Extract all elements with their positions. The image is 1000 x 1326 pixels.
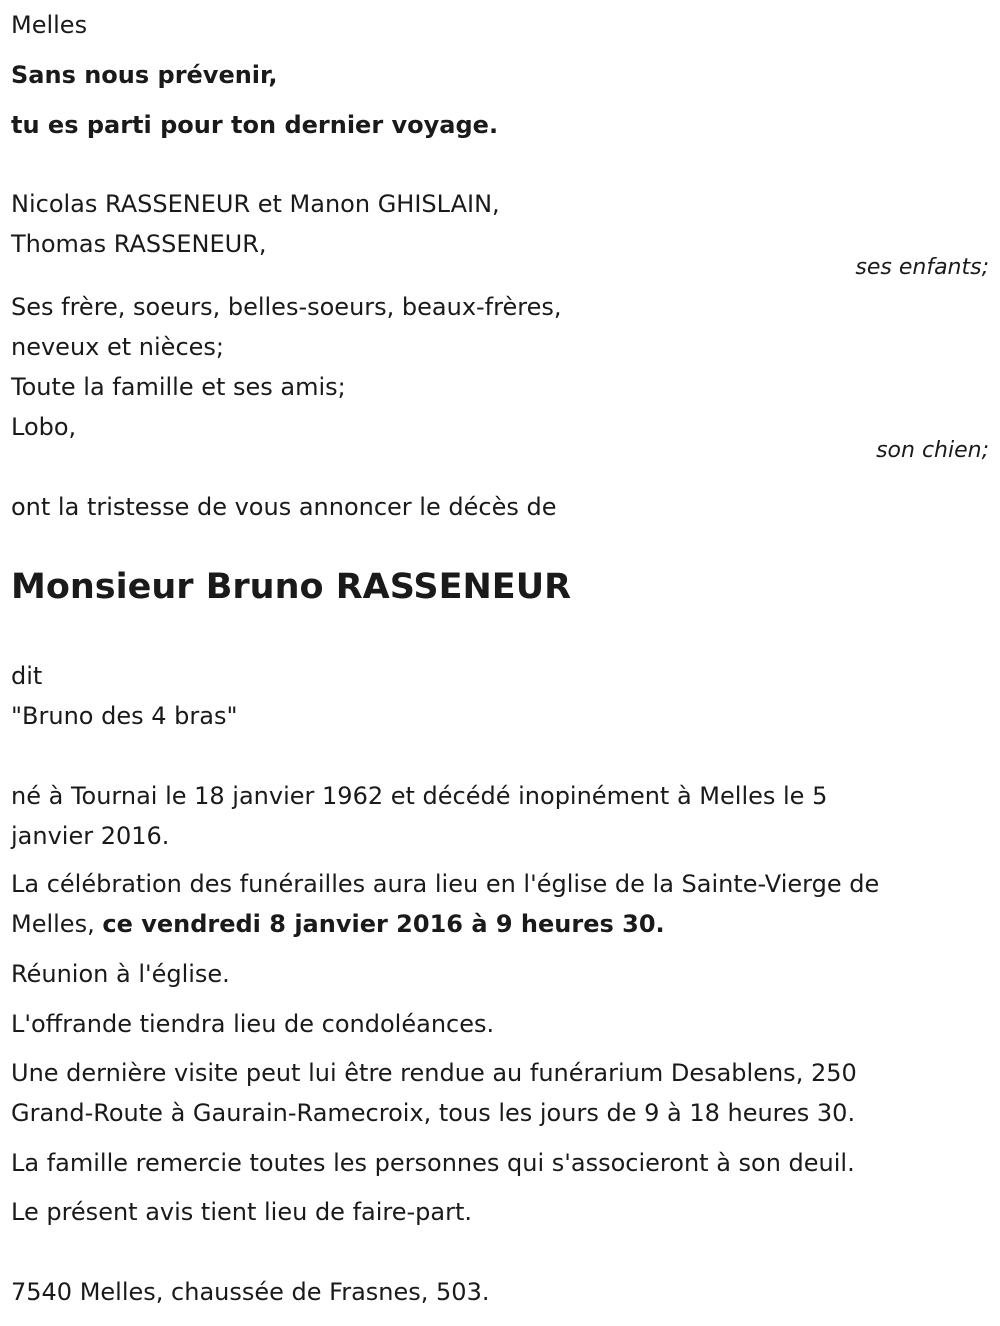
funeral-place: Melles, (11, 910, 103, 938)
deceased-name: Monsieur Bruno RASSENEUR (11, 567, 572, 607)
family-line-2: neveux et nièces; (11, 333, 224, 361)
funeral-datetime: ce vendredi 8 janvier 2016 à 9 heures 30. (102, 910, 665, 938)
family-line-3: Toute la famille et ses amis; (11, 373, 346, 401)
address-text: 7540 Melles, chaussée de Frasnes, 503. (11, 1278, 490, 1306)
children-line-1: Nicolas RASSENEUR et Manon GHISLAIN, (11, 190, 500, 218)
funeral-line-1: La célébration des funérailles aura lieu en l'église de la Sainte-Vierge de (11, 870, 880, 898)
announcement-text: ont la tristesse de vous annoncer le décès de (11, 493, 557, 521)
family-line-1: Ses frère, soeurs, belles-soeurs, beaux-frères, (11, 293, 562, 321)
offering-text: L'offrande tiendra lieu de condoléances. (11, 1010, 495, 1038)
funeral-line-2 (11, 909, 665, 939)
thanks-text: La famille remercie toutes les personnes qui s'associeront à son deuil. (11, 1149, 855, 1177)
children-role: ses enfants; (855, 255, 989, 280)
visit-line-1: Une dernière visite peut lui être rendue au funérarium Desablens, 250 (11, 1059, 857, 1087)
children-line-2: Thomas RASSENEUR, (11, 230, 267, 258)
nickname-line-1: dit (11, 662, 43, 690)
birth-death-line-1: né à Tournai le 18 janvier 1962 et décédé inopinément à Melles le 5 (11, 782, 828, 810)
location-heading: Melles (11, 11, 88, 39)
poem-line-1: Sans nous prévenir, (11, 61, 278, 89)
notice-text: Le présent avis tient lieu de faire-part. (11, 1198, 473, 1226)
poem-line-2: tu es parti pour ton dernier voyage. (11, 111, 499, 139)
family-role: son chien; (876, 438, 989, 463)
nickname-line-2: "Bruno des 4 bras" (11, 702, 238, 730)
family-line-4: Lobo, (11, 413, 77, 441)
meeting-text: Réunion à l'église. (11, 960, 230, 988)
birth-death-line-2: janvier 2016. (11, 822, 170, 850)
visit-line-2: Grand-Route à Gaurain-Ramecroix, tous les jours de 9 à 18 heures 30. (11, 1099, 856, 1127)
